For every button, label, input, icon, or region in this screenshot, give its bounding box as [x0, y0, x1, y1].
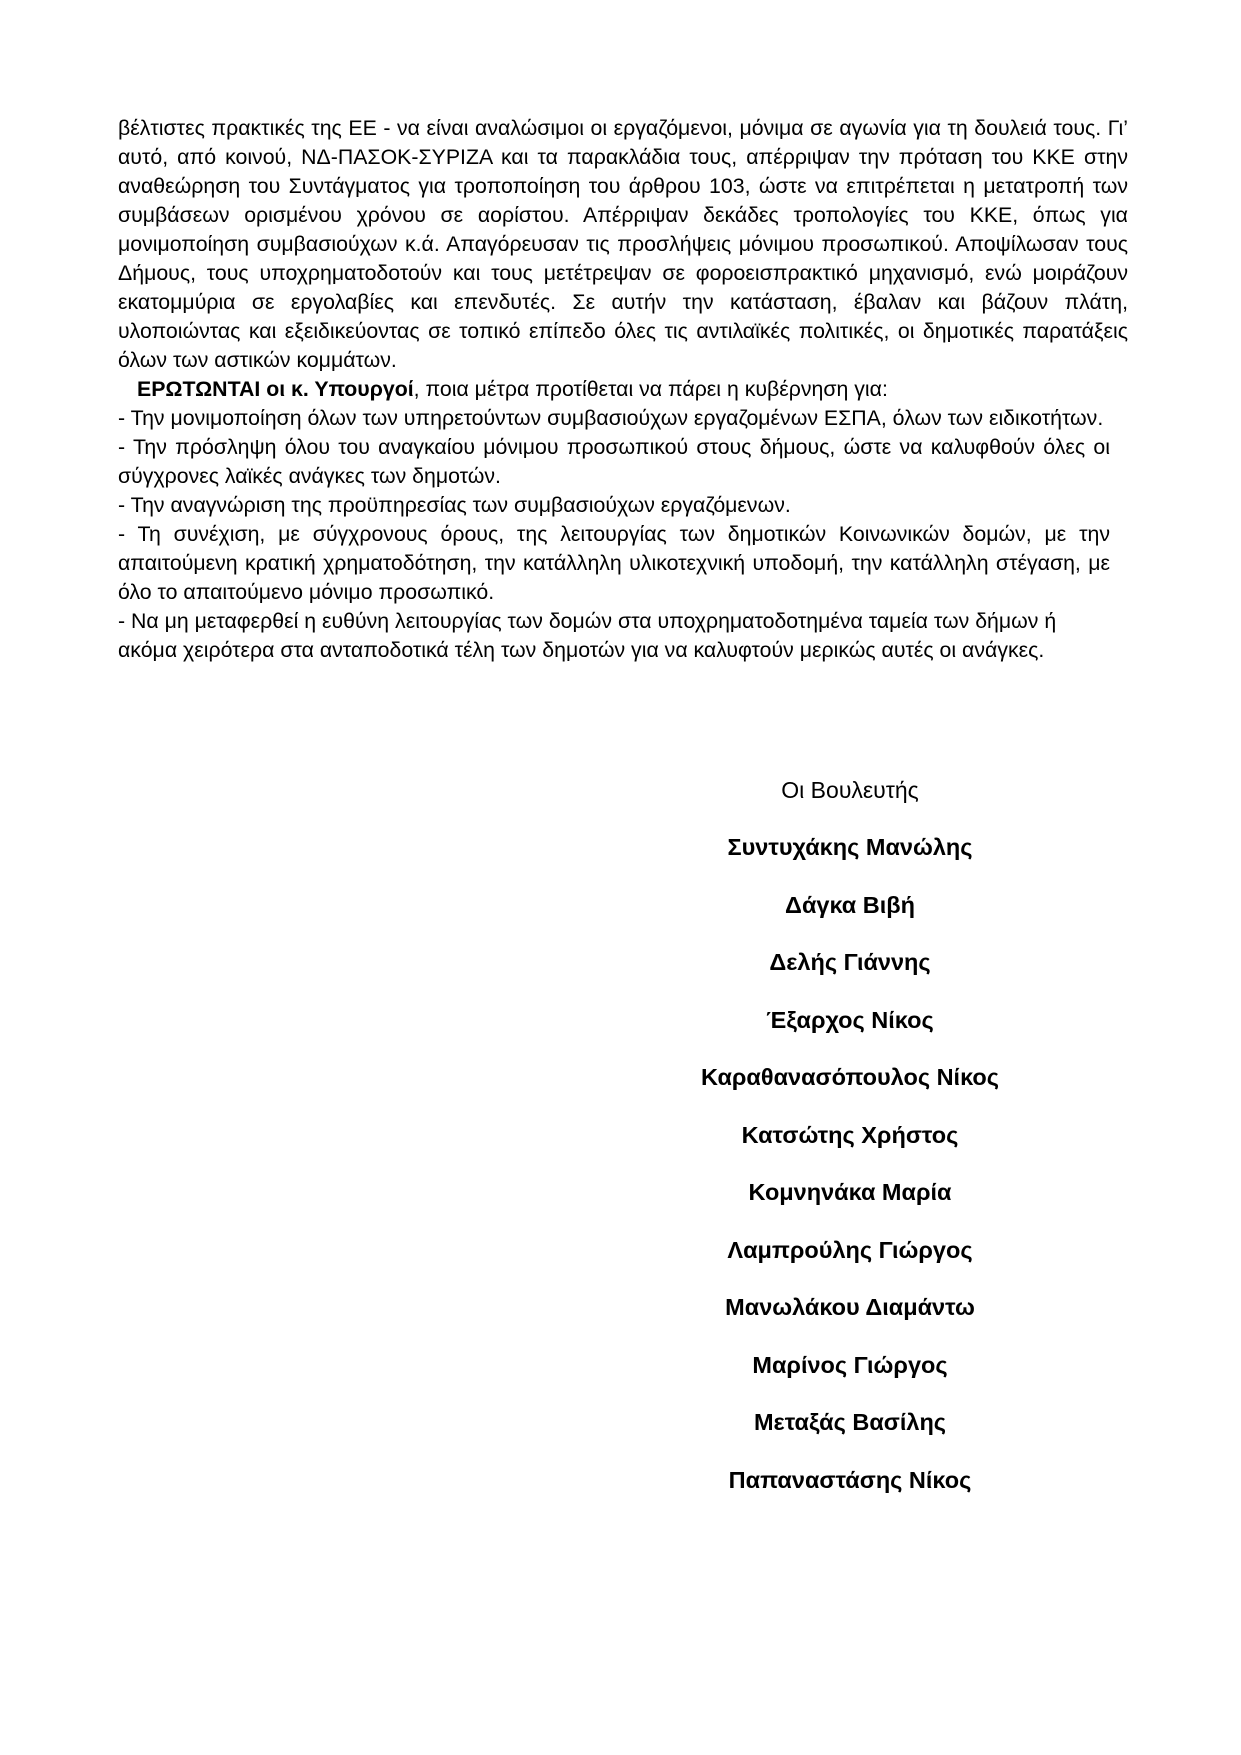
signer-name: Δάγκα Βιβή	[785, 891, 915, 918]
question-line	[118, 375, 1128, 404]
signer-name: Συντυχάκης Μανώλης	[727, 834, 973, 860]
question-bold: ΕΡΩΤΩΝΤΑΙ οι κ. Υπουργοί	[137, 377, 414, 401]
list-item: - Την μονιμοποίηση όλων των υπηρετούντων συμβασιούχων εργαζομένων ΕΣΠΑ, όλων των ειδικοτήτων.	[118, 406, 1104, 430]
list-item: - Την αναγνώριση της προϋπηρεσίας των συμβασιούχων εργαζόμενων.	[118, 493, 791, 517]
intro-paragraph: βέλτιστες πρακτικές της ΕΕ - να είναι αναλώσιμοι οι εργαζόμενοι, μόνιμα σε αγωνία για τη δουλειά τους. Γι’ αυτό, από κοινού, ΝΔ-ΠΑΣΟΚ-ΣΥΡΙΖΑ και τα παρακλάδια τους, απέρριψαν την πρόταση του ΚΚΕ στην αναθεώρηση του Συντάγματος για τροποποίηση του άρθρου 103, ώστε να επιτρέπεται η μετατροπή των συμβάσεων ορισμένου χρόνου σε αορίστου. Απέρριψαν δεκάδες τροπολογίες του ΚΚΕ, όπως για μονιμοποίηση συμβασιούχων κ.ά. Απαγόρευσαν τις προσλήψεις μόνιμου προσωπικού. Αποψίλωσαν τους Δήμους, τους υποχρηματοδοτούν και τους μετέτρεψαν σε φοροεισπρακτικό μηχανισμό, ενώ μοιράζουν εκατομμύρια σε εργολαβίες και επενδυτές. Σε αυτήν την κατάσταση, έβαλαν και βάζουν πλάτη, υλοποιώντας και εξειδικεύοντας σε τοπικό επίπεδο όλες τις αντιλαϊκές πολιτικές, οι δημοτικές παρατάξεις όλων των αστικών κομμάτων.	[118, 116, 1128, 372]
signer-name: Κομνηνάκα Μαρία	[748, 1179, 952, 1205]
list-item: - Τη συνέχιση, με σύγχρονους όρους, της λειτουργίας των δημοτικών Κοινωνικών δομών, με την απαιτούμενη κρατική χρηματοδότηση, την κατάλληλη υλικοτεχνική υποδομή, την κατάλληλη στέγαση, με όλο το απαιτούμενο μόνιμο προσωπικό.	[118, 522, 1110, 604]
signer-name: Λαμπρούλης Γιώργος	[727, 1236, 973, 1263]
signer-name: Καραθανασόπουλος Νίκος	[701, 1064, 999, 1090]
signature-heading: Οι Βουλευτής	[781, 777, 919, 803]
signer-name: Κατσώτης Χρήστος	[741, 1121, 959, 1148]
signer-name: Παπαναστάσης Νίκος	[728, 1466, 972, 1493]
body-text	[118, 114, 1128, 665]
list-item: - Να μη μεταφερθεί η ευθύνη λειτουργίας των δομών στα υποχρηματοδοτημένα ταμεία των δήμων ή ακόμα χειρότερα στα ανταποδοτικά τέλη των δημοτών για να καλυφτούν μερικώς αυτές οι ανάγκες.	[118, 609, 1057, 662]
signer-name: Έξαρχος Νίκος	[766, 1006, 934, 1033]
signer-name: Μεταξάς Βασίλης	[753, 1409, 947, 1435]
list-item: - Την πρόσληψη όλου του αναγκαίου μόνιμου προσωπικού στους δήμους, ώστε να καλυφθούν όλες οι σύγχρονες λαϊκές ανάγκες των δημοτών.	[118, 435, 1110, 488]
signer-name: Μανωλάκου Διαμάντω	[725, 1294, 975, 1320]
signer-name: Δελής Γιάννης	[769, 949, 931, 975]
signer-name: Μαρίνος Γιώργος	[752, 1351, 948, 1378]
signature-block	[650, 776, 1050, 1523]
question-rest: , ποια μέτρα προτίθεται να πάρει η κυβέρνηση για:	[413, 377, 888, 401]
